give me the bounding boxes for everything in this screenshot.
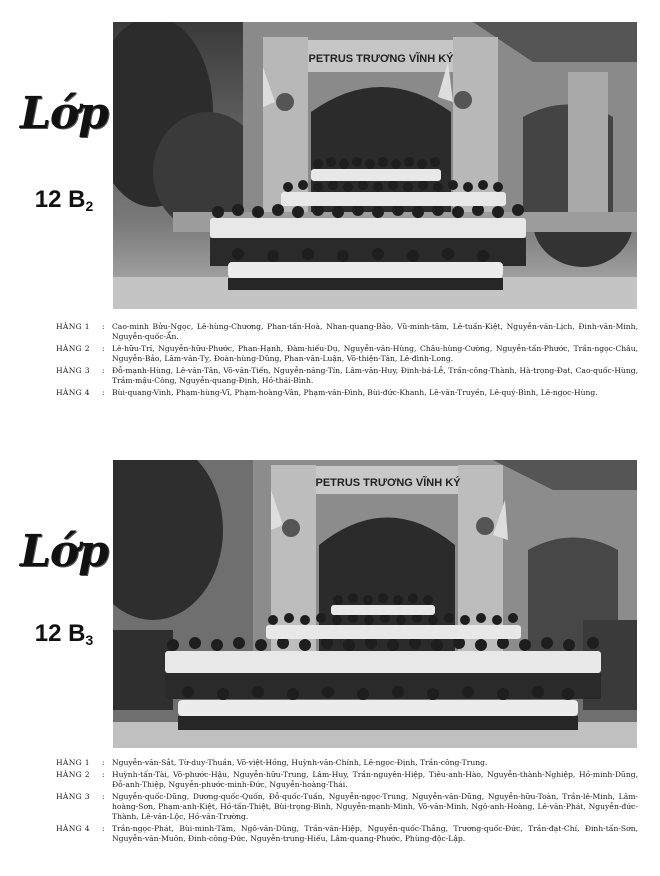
row-colon: : (102, 770, 105, 779)
gate-sign-text: PETRUS TRƯƠNG VĨNH KÝ (308, 53, 454, 65)
class-name-sub: 2 (85, 198, 94, 214)
row-colon: : (102, 344, 105, 353)
caption-row (56, 792, 638, 822)
row-label: HÀNG 3 (56, 366, 90, 375)
name-captions (56, 758, 638, 846)
class-name (24, 186, 104, 214)
caption-row (56, 366, 638, 386)
row-names: Lê-hữu-Trí, Nguyễn-hữu-Phước, Phan-Hạnh, Đàm-hiếu-Dụ, Nguyễn-văn-Hùng, Châu-hùng-Cường, Nguyễn-tấn-Phước, Trần-ngọc-Châu, Nguyễn-Bảo, Lâm-văn-Tỵ, Đoàn-hùng-Dũng, Phan-văn-Luận, Võ-thiện-Tân, Lê-đình-Long. (112, 344, 638, 363)
caption-row (56, 758, 638, 768)
caption-row (56, 388, 638, 398)
row-colon: : (102, 792, 105, 801)
class-name-main: 12 B (34, 620, 86, 647)
caption-row (56, 824, 638, 844)
row-names: Nguyễn-quốc-Dũng, Dương-quốc-Quốn, Đỗ-quốc-Tuấn, Nguyễn-ngọc-Trung, Nguyễn-văn-Dũng, Nguyễn-hữu-Toàn, Trần-lê-Minh, Lâm-hoàng-Sơn, Phạm-anh-Kiệt, Hồ-tấn-Thiệt, Bùi-trọng-Bình, Nguyễn-mạnh-Minh, Võ-văn-Minh, Ngô-anh-Hoàng, Lê-văn-Phát, Nguyễn-đức-Thành, Lê-văn-Lộc, Hồ-văn-Trường. (112, 792, 638, 821)
row-names: Nguyễn-văn-Sắt, Từ-duy-Thuần, Võ-việt-Hồng, Huỳnh-văn-Chính, Lê-ngọc-Định, Trần-công-Trung. (112, 758, 488, 767)
class-name-sub: 3 (85, 632, 94, 648)
class-photo (113, 460, 637, 748)
row-colon: : (102, 388, 105, 397)
row-colon: : (102, 824, 105, 833)
class-section-12b2 (0, 0, 660, 430)
row-colon: : (102, 366, 105, 375)
row-names: Huỳnh-tấn-Tài, Võ-phước-Hậu, Nguyễn-hữu-Trung, Lâm-Huy, Trần-nguyên-Hiệp, Tiêu-anh-Hào, Nguyễn-thành-Nghiệp, Hồ-minh-Dũng, Đỗ-anh-Thiệp, Nguyễn-phước-minh-Đức, Nguyễn-hoàng-Thái. (112, 770, 638, 789)
row-label: HÀNG 2 (56, 770, 90, 779)
caption-row (56, 344, 638, 364)
row-names: Cao-minh Bửu-Ngọc, Lê-hùng-Chương, Phan-tấn-Hoà, Nhan-quang-Bảo, Vũ-minh-tâm, Lê-tuấn-Kiệt, Nguyễn-văn-Lịch, Đinh-văn-Minh, Nguyễn-quốc-Ẩn. (112, 322, 638, 341)
class-photo-illustration (113, 22, 637, 309)
caption-row (56, 322, 638, 342)
class-heading-lop: Lớp (19, 88, 109, 139)
row-names: Trần-ngọc-Phát, Bùi-minh-Tâm, Ngô-văn-Dũng, Trần-văn-Hiệp, Nguyễn-quốc-Thắng, Trương-quốc-Đức, Trần-đạt-Chí, Đinh-tấn-Sơn, Nguyễn-văn-Muôn, Đinh-công-Đức, Nguyễn-trung-Hiếu, Lâm-quang-Phước, Phùng-độc-Lập. (112, 824, 638, 843)
row-colon: : (102, 758, 105, 767)
class-photo-illustration (113, 460, 637, 748)
row-label: HÀNG 4 (56, 824, 90, 833)
gate-sign-text: PETRUS TRƯƠNG VĨNH KÝ (315, 477, 461, 489)
name-captions (56, 322, 638, 400)
row-label: HÀNG 4 (56, 388, 90, 397)
row-label: HÀNG 1 (56, 758, 90, 767)
row-names: Bùi-quang-Vinh, Phạm-hùng-Vĩ, Phạm-hoàng-Vân, Phạm-văn-Đình, Bùi-đức-Khanh, Lê-văn-Truyền, Lê-quý-Bình, Lê-ngọc-Hùng. (112, 388, 598, 397)
row-names: Đỗ-mạnh-Hùng, Lê-văn-Tân, Võ-văn-Tiến, Nguyễn-năng-Tín, Lâm-văn-Huy, Đinh-bá-Lễ, Trần-công-Thành, Hà-trọng-Đạt, Cao-quốc-Hùng, Trầm-mậu-Công, Nguyễn-quang-Định, Hồ-thái-Bình. (112, 366, 638, 385)
row-colon: : (102, 322, 105, 331)
class-section-12b3 (0, 452, 660, 876)
row-label: HÀNG 2 (56, 344, 90, 353)
row-label: HÀNG 1 (56, 322, 90, 331)
caption-row (56, 770, 638, 790)
class-photo (113, 22, 637, 309)
row-label: HÀNG 3 (56, 792, 90, 801)
class-heading-lop: Lớp (19, 526, 109, 577)
class-name (24, 620, 104, 648)
class-name-main: 12 B (34, 186, 86, 213)
